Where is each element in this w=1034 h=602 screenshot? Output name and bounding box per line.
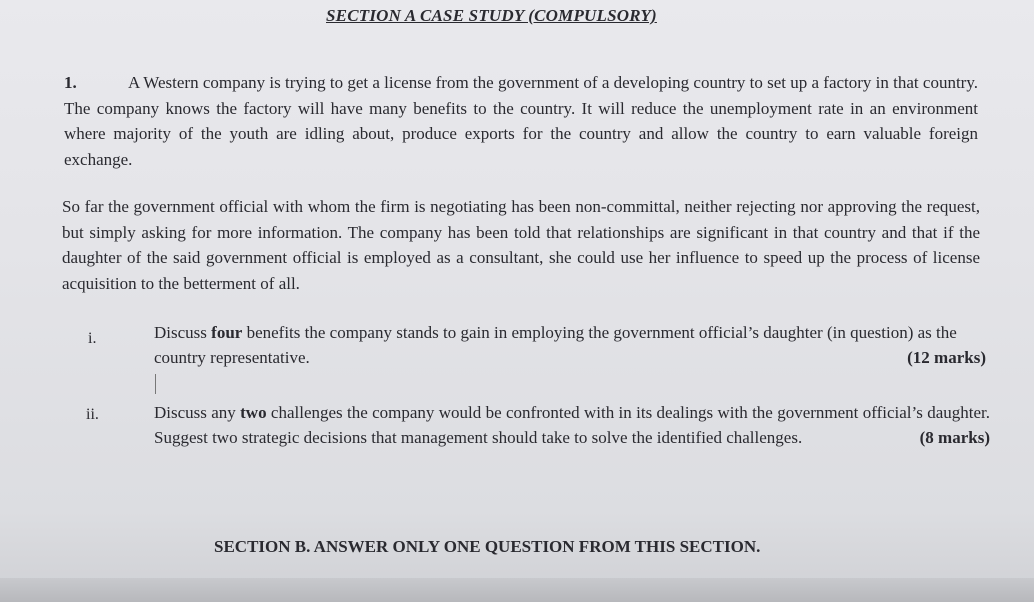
section-a-title: SECTION A CASE STUDY (COMPULSORY): [326, 6, 657, 25]
case-paragraph-1: [64, 70, 978, 172]
case-paragraph-2: So far the government official with whom the firm is negotiating has been non-committal, neither rejecting nor approving the request, but simply asking for more information. The company has been told that relationships are significant in that country and that if the daughter of the said government official is employed as a consultant, she could use her influence to speed up the process of license acquisition to the betterment of all.: [62, 197, 980, 293]
subquestion-i: Discuss four benefits the company stands to gain in employing the government official’s daughter (in question) as the country representative. (12 marks): [154, 320, 986, 370]
paragraph-1-text: A Western company is trying to get a license from the government of a developing country to set up a factory in that country. The company knows the factory will have many benefits to the country. It will reduce the unemployment rate in an environment where majority of the youth are idling about, produce exports for the country and allow the country to earn valuable foreign exchange.: [64, 73, 978, 169]
subquestion-number: i.: [88, 330, 97, 347]
subquestion-ii: Discuss any two challenges the company would be confronted with in its dealings with the government official’s daughter. Suggest two strategic decisions that management should take to solve the identified challenges. (8 marks): [154, 400, 990, 450]
text-cursor: [155, 374, 156, 394]
subquestion-number: ii.: [86, 406, 99, 423]
page-edge: [0, 578, 1034, 602]
marks-label: (8 marks): [919, 428, 990, 447]
marks-label: (12 marks): [907, 348, 986, 367]
section-b-title: SECTION B. ANSWER ONLY ONE QUESTION FROM THIS SECTION.: [214, 537, 761, 556]
question-number: 1.: [64, 73, 77, 92]
